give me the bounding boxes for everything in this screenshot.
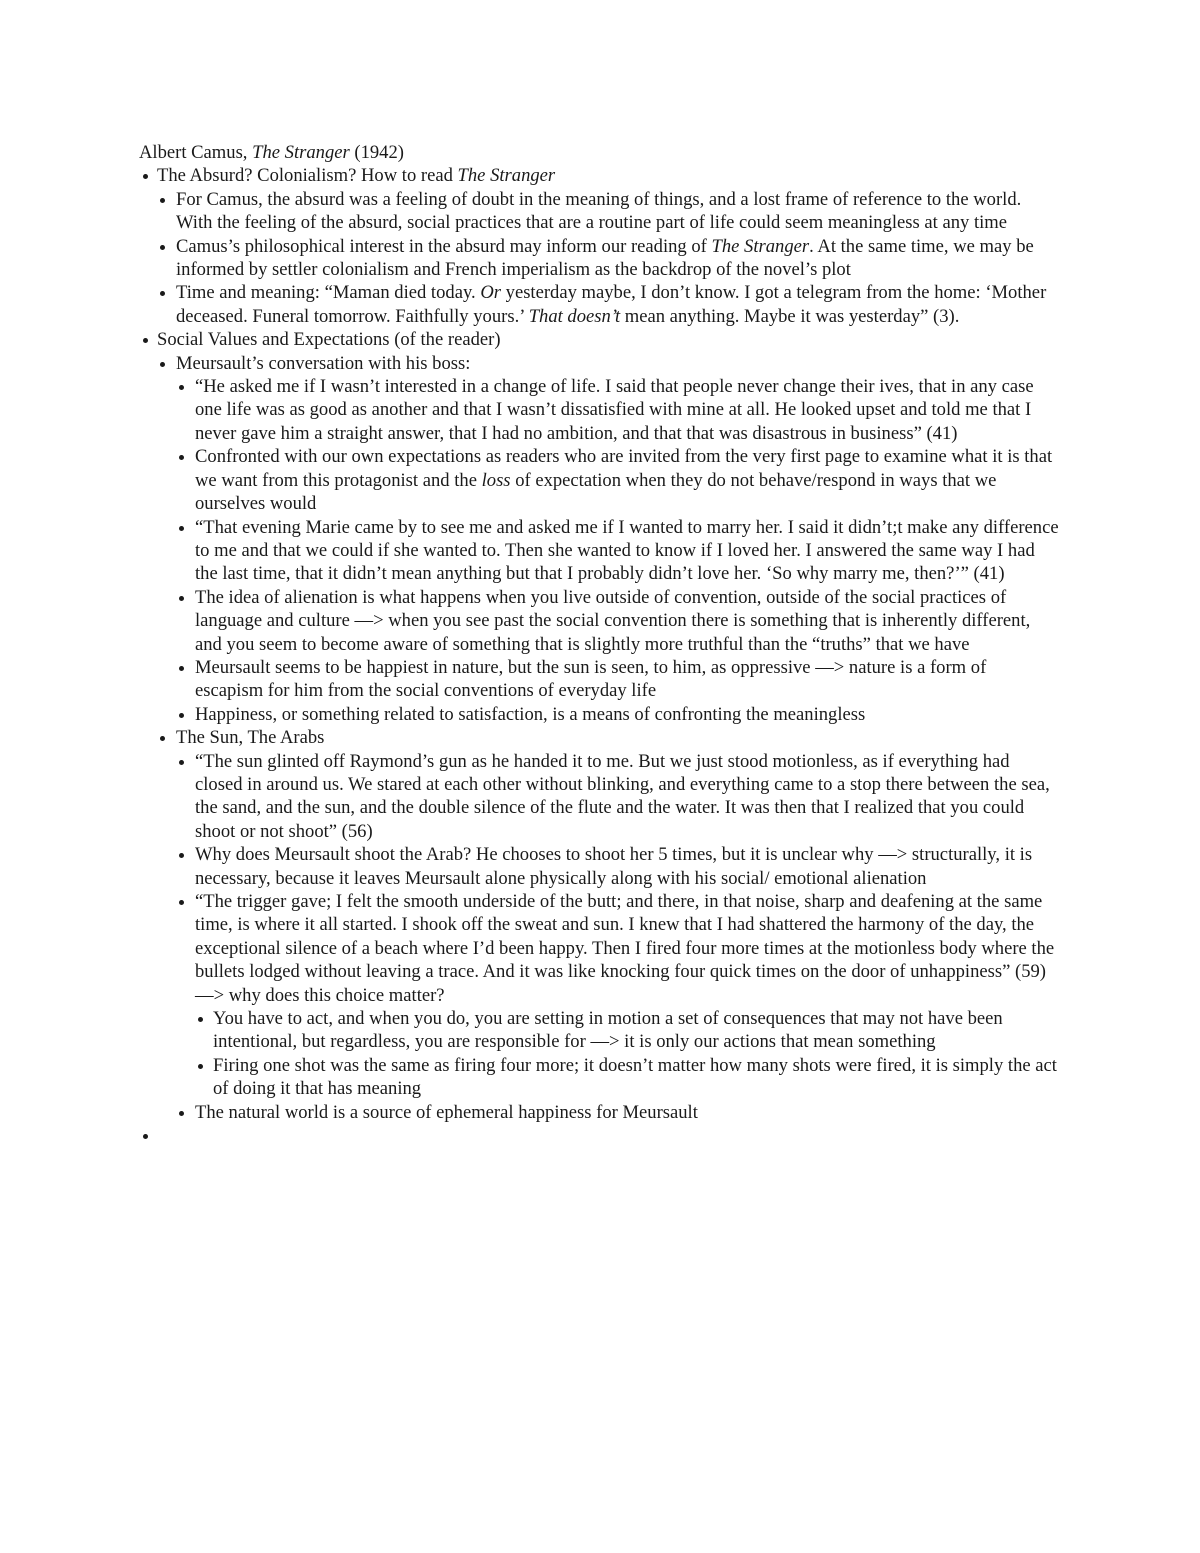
list-item bbox=[176, 750, 1059, 844]
list-item bbox=[157, 188, 1059, 235]
bullet-text: Confronted with our own expectations as readers who are invited from the very first page to examine what it is that we want from this protagonist and the bbox=[195, 446, 1053, 491]
list-item-absurd-section bbox=[139, 164, 1059, 328]
list-item bbox=[176, 1101, 1059, 1124]
bullet-emphasis: Or bbox=[480, 282, 501, 304]
list-item bbox=[176, 375, 1059, 445]
bullet-text: “He asked me if I wasn’t interested in a change of life. I said that people never change their ives, that in any case one life was as good as another and that I wasn’t dissatisfied with mine at all. He looked upset and told me that I never gave him a straight answer, that I had no ambition, and that that was disastrous in business” (41) bbox=[195, 376, 1034, 444]
empty-list-item bbox=[139, 1124, 1059, 1147]
bullet-emphasis: That doesn’t bbox=[528, 305, 621, 327]
sublist bbox=[195, 1007, 1059, 1101]
list-item bbox=[176, 516, 1059, 586]
list-item bbox=[176, 586, 1059, 656]
bullet-text: of expectation when they do not behave/respond in ways that we ourselves would bbox=[195, 469, 997, 515]
bullet-text: You have to act, and when you do, you are setting in motion a set of consequences that may not have been intentional, but regardless, you are responsible for —> it is only our actions that mean something bbox=[213, 1008, 1003, 1053]
document-title bbox=[139, 141, 1059, 164]
subsection-label: Meursault’s conversation with his boss: bbox=[176, 352, 471, 374]
bullet-text: Why does Meursault shoot the Arab? He chooses to shoot her 5 times, but it is unclear why —> structurally, it is necessary, because it leaves Meursault alone physically along with his social/ emotional alienation bbox=[195, 844, 1033, 889]
bullet-text: The idea of alienation is what happens when you live outside of convention, outside of the social practices of language and culture —> when you see past the social convention there is something that is inherently different, and you seem to become aware of something that is slightly more truthful than the “truths” that we have bbox=[195, 586, 1031, 655]
bullet-text: “The trigger gave; I felt the smooth underside of the butt; and there, in that noise, sharp and deafening at the same time, is where it all started. I shook off the sweat and sun. I knew that I had shattered the harmony of the day, the exceptional silence of a beach where I’d been happy. Then I fired four more times at the motionless body where the bullets lodged without leaving a trace. And it was like knocking four quick times on the door of unhappiness” (59) —> why does this choice matter? bbox=[195, 891, 1055, 1006]
list-item bbox=[176, 890, 1059, 1101]
bullet-text: For Camus, the absurd was a feeling of doubt in the meaning of things, and a lost frame of reference to the world. With the feeling of the absurd, social practices that are a routine part of life could seem meaningless at any time bbox=[176, 188, 1022, 234]
bullet-text: Camus’s philosophical interest in the absurd may inform our reading of bbox=[176, 235, 712, 257]
sublist bbox=[176, 375, 1059, 726]
list-item-social-values-section bbox=[139, 328, 1059, 1124]
bullet-text: Happiness, or something related to satisfaction, is a means of confronting the meaningless bbox=[195, 703, 866, 725]
bullet-emphasis: The Stranger bbox=[711, 235, 810, 257]
title-year: (1942) bbox=[349, 142, 404, 163]
list-item-sun-arabs bbox=[157, 726, 1059, 1101]
bullet-text: . At the same time, we may be informed by settler colonialism and French imperialism as the backdrop of the novel’s plot bbox=[176, 235, 1034, 281]
title-work: The Stranger bbox=[252, 142, 350, 163]
bullet-text: Firing one shot was the same as firing four more; it doesn’t matter how many shots were fired, it is simply the act of doing it that has meaning bbox=[213, 1054, 1057, 1100]
sublist bbox=[176, 750, 1059, 1101]
sublist bbox=[157, 188, 1059, 328]
bullet-text: “The sun glinted off Raymond’s gun as he handed it to me. But we just stood motionless, as if everything had closed in around us. We stared at each other without blinking, and everything came to a stop there between the sea, the sand, and the sun, and the double silence of the flute and the water. It was then that I realized that you could shoot or not shoot” (56) bbox=[195, 750, 1050, 842]
sublist bbox=[157, 352, 1059, 1101]
bullet-text: Meursault seems to be happiest in nature, but the sun is seen, to him, as oppressive —> nature is a form of escapism for him from the social conventions of everyday life bbox=[195, 656, 987, 702]
outline-list bbox=[139, 164, 1059, 1147]
document-page bbox=[139, 141, 1059, 1147]
list-item-boss-conversation bbox=[157, 352, 1059, 727]
list-item bbox=[176, 703, 1059, 726]
bullet-text: The natural world is a source of ephemeral happiness for Meursault bbox=[195, 1101, 698, 1123]
bullet-text: mean anything. Maybe it was yesterday” (3). bbox=[620, 305, 960, 327]
list-item bbox=[195, 1054, 1059, 1101]
section-label: Social Values and Expectations (of the reader) bbox=[157, 329, 501, 351]
section-label: The Absurd? Colonialism? How to read bbox=[157, 165, 458, 187]
list-item bbox=[157, 281, 1059, 328]
list-item bbox=[195, 1007, 1059, 1054]
list-item bbox=[176, 843, 1059, 890]
list-item bbox=[176, 656, 1059, 703]
bullet-text: “That evening Marie came by to see me and asked me if I wanted to marry her. I said it didn’t;t make any difference to me and that we could if she wanted to. Then she wanted to know if I loved her. I answered the same way I had the last time, that it didn’t mean anything but that I probably didn’t love her. ‘So why marry me, then?’” (41) bbox=[195, 516, 1059, 585]
bullet-text: yesterday maybe, I don’t know. I got a telegram from the home: ‘Mother deceased. Funeral tomorrow. Faithfully yours.’ bbox=[176, 282, 1047, 327]
title-author: Albert Camus, bbox=[139, 142, 253, 163]
bullet-text: Time and meaning: “Maman died today. bbox=[176, 282, 481, 304]
subsection-label: The Sun, The Arabs bbox=[176, 727, 325, 749]
section-label-emphasis: The Stranger bbox=[457, 165, 556, 187]
sublist bbox=[176, 1101, 1059, 1124]
list-item bbox=[157, 235, 1059, 282]
list-item bbox=[176, 445, 1059, 515]
bullet-emphasis: loss bbox=[481, 469, 511, 491]
